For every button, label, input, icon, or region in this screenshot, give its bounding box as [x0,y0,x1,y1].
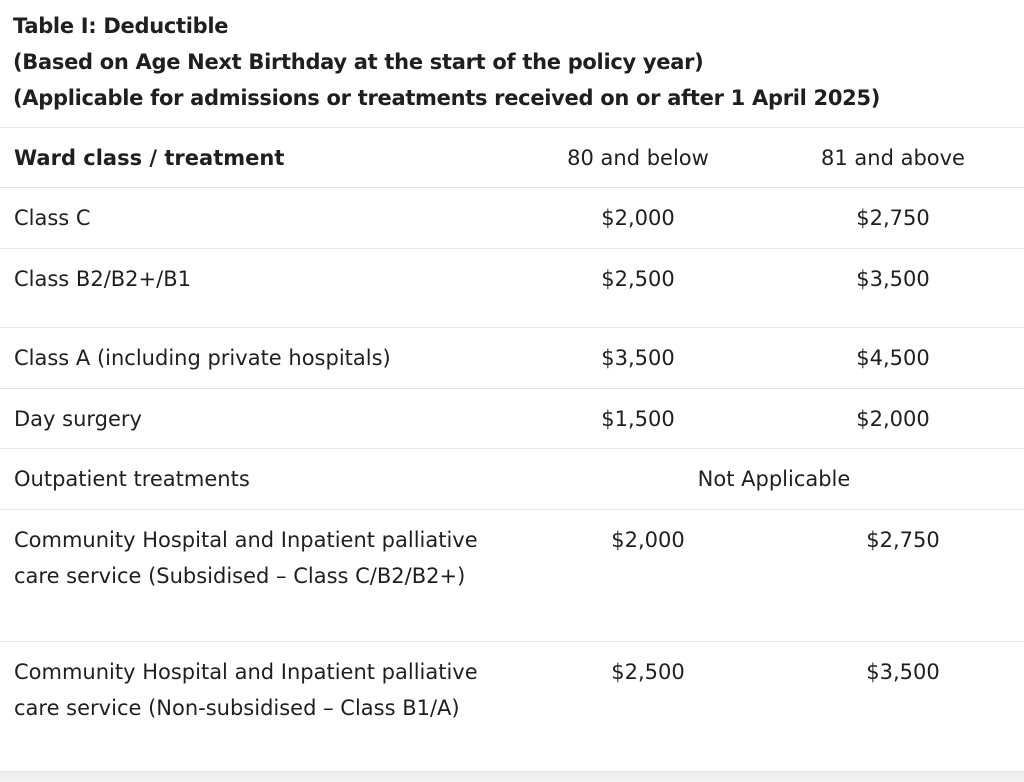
table-subtitle-applicability: (Applicable for admissions or treatments received on or after 1 April 2025) [13,86,881,110]
column-header-ward-class: Ward class / treatment [14,146,285,170]
row-label: Community Hospital and Inpatient palliative care service (Non-subsidised – Class B1/A) [14,660,478,720]
deductible-80-and-below: $2,000 [611,528,685,552]
deductible-80-and-below: $3,500 [601,346,675,370]
deductible-table [0,127,1024,772]
table-bottom-edge [0,771,1024,782]
row-label: Class A (including private hospitals) [14,346,391,370]
deductible-81-and-above: $3,500 [856,267,930,291]
table-title: Table I: Deductible [13,14,229,38]
table-row [0,509,1024,641]
deductible-not-applicable: Not Applicable [697,467,851,491]
column-header-81-and-above: 81 and above [821,146,965,170]
deductible-80-and-below: $2,500 [611,660,685,684]
table-heading [13,8,1013,116]
row-label: Class C [14,206,91,230]
row-label: Class B2/B2+/B1 [14,267,191,291]
table-row [0,187,1024,248]
deductible-80-and-below: $2,500 [601,267,675,291]
deductible-80-and-below: $1,500 [601,407,675,431]
row-label: Community Hospital and Inpatient palliative care service (Subsidised – Class C/B2/B2+) [14,528,478,588]
table-header-row [0,127,1024,187]
row-label: Outpatient treatments [14,467,250,491]
table-row [0,641,1024,772]
deductible-81-and-above: $4,500 [856,346,930,370]
deductible-81-and-above: $3,500 [866,660,940,684]
table-row [0,448,1024,509]
column-header-80-and-below: 80 and below [567,146,709,170]
deductible-81-and-above: $2,750 [866,528,940,552]
row-label: Day surgery [14,407,142,431]
deductible-81-and-above: $2,750 [856,206,930,230]
table-row [0,248,1024,327]
table-row [0,388,1024,448]
table-row [0,327,1024,388]
table-subtitle-age-basis: (Based on Age Next Birthday at the start of the policy year) [13,50,704,74]
deductible-81-and-above: $2,000 [856,407,930,431]
deductible-80-and-below: $2,000 [601,206,675,230]
